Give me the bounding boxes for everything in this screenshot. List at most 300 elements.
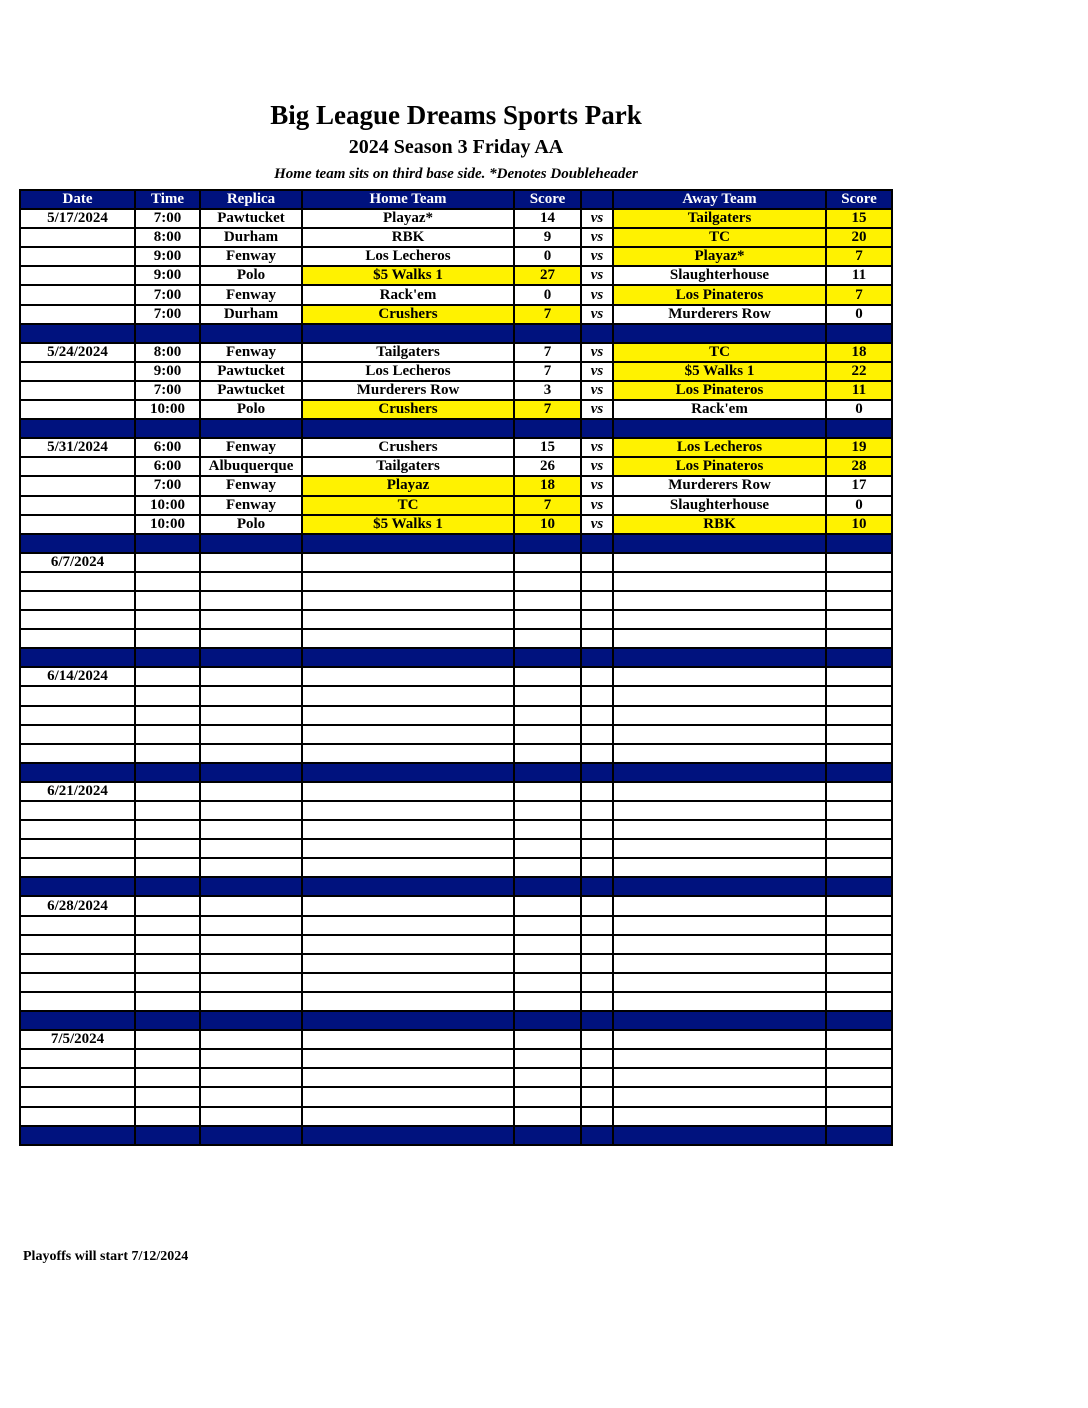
separator-cell bbox=[135, 324, 200, 343]
away-score-cell bbox=[826, 782, 892, 801]
table-row bbox=[20, 476, 892, 495]
time-cell bbox=[135, 1087, 200, 1106]
home-score-cell: 0 bbox=[514, 285, 581, 304]
vs-cell: vs bbox=[581, 476, 613, 495]
schedule-note: Home team sits on third base side. *Denotes Doubleheader bbox=[274, 166, 638, 182]
separator-cell bbox=[200, 324, 302, 343]
home-score-cell bbox=[514, 1049, 581, 1068]
time-cell bbox=[135, 744, 200, 763]
time-cell: 10:00 bbox=[135, 400, 200, 419]
away-team-cell bbox=[613, 629, 826, 648]
vs-cell bbox=[581, 629, 613, 648]
home-team-cell: Crushers bbox=[302, 400, 514, 419]
away-team-cell bbox=[613, 667, 826, 686]
date-cell bbox=[20, 496, 135, 515]
time-cell bbox=[135, 686, 200, 705]
away-team-cell: TC bbox=[613, 228, 826, 247]
away-team-cell bbox=[613, 553, 826, 572]
separator-cell bbox=[302, 877, 514, 896]
home-team-cell bbox=[302, 820, 514, 839]
home-score-cell bbox=[514, 610, 581, 629]
separator-cell bbox=[302, 534, 514, 553]
home-score-cell bbox=[514, 1107, 581, 1126]
page-subtitle: 2024 Season 3 Friday AA bbox=[348, 136, 564, 158]
replica-field-cell bbox=[200, 686, 302, 705]
away-score-cell: 0 bbox=[826, 400, 892, 419]
date-cell bbox=[20, 706, 135, 725]
separator-cell bbox=[514, 419, 581, 438]
separator-cell bbox=[200, 419, 302, 438]
separator-cell bbox=[302, 1126, 514, 1145]
away-score-cell bbox=[826, 973, 892, 992]
separator-cell bbox=[200, 648, 302, 667]
home-score-cell bbox=[514, 667, 581, 686]
separator-cell bbox=[135, 1126, 200, 1145]
away-score-cell bbox=[826, 725, 892, 744]
week-separator-row bbox=[20, 419, 892, 438]
away-score-cell bbox=[826, 629, 892, 648]
home-team-cell bbox=[302, 973, 514, 992]
time-cell bbox=[135, 572, 200, 591]
time-cell bbox=[135, 667, 200, 686]
home-team-cell bbox=[302, 992, 514, 1011]
date-cell: 5/17/2024 bbox=[20, 209, 135, 228]
table-row bbox=[20, 209, 892, 228]
vs-cell: vs bbox=[581, 266, 613, 285]
replica-field-cell bbox=[200, 1068, 302, 1087]
time-cell: 6:00 bbox=[135, 457, 200, 476]
replica-field-cell bbox=[200, 553, 302, 572]
table-row bbox=[20, 801, 892, 820]
vs-cell bbox=[581, 610, 613, 629]
date-cell bbox=[20, 381, 135, 400]
week-separator-row bbox=[20, 1011, 892, 1030]
separator-cell bbox=[613, 1126, 826, 1145]
time-cell bbox=[135, 801, 200, 820]
replica-field-cell bbox=[200, 572, 302, 591]
date-cell bbox=[20, 266, 135, 285]
away-score-cell bbox=[826, 858, 892, 877]
separator-cell bbox=[581, 877, 613, 896]
separator-cell bbox=[20, 877, 135, 896]
table-row bbox=[20, 839, 892, 858]
home-score-cell bbox=[514, 553, 581, 572]
home-team-cell bbox=[302, 629, 514, 648]
separator-cell bbox=[581, 419, 613, 438]
date-cell bbox=[20, 935, 135, 954]
away-team-cell: Slaughterhouse bbox=[613, 496, 826, 515]
time-cell: 8:00 bbox=[135, 343, 200, 362]
replica-field-cell: Fenway bbox=[200, 343, 302, 362]
vs-cell: vs bbox=[581, 400, 613, 419]
date-cell bbox=[20, 515, 135, 534]
home-score-cell bbox=[514, 1087, 581, 1106]
home-score-cell bbox=[514, 954, 581, 973]
replica-field-cell: Fenway bbox=[200, 247, 302, 266]
date-cell: 6/28/2024 bbox=[20, 896, 135, 915]
replica-field-cell bbox=[200, 916, 302, 935]
separator-cell bbox=[135, 877, 200, 896]
home-score-cell bbox=[514, 572, 581, 591]
vs-cell bbox=[581, 858, 613, 877]
home-team-cell bbox=[302, 839, 514, 858]
vs-cell bbox=[581, 686, 613, 705]
date-cell: 6/7/2024 bbox=[20, 553, 135, 572]
away-team-cell bbox=[613, 782, 826, 801]
away-score-cell bbox=[826, 896, 892, 915]
table-row bbox=[20, 362, 892, 381]
home-team-cell bbox=[302, 896, 514, 915]
home-score-cell bbox=[514, 916, 581, 935]
away-score-cell bbox=[826, 801, 892, 820]
replica-field-cell bbox=[200, 839, 302, 858]
table-row bbox=[20, 1087, 892, 1106]
replica-field-cell: Durham bbox=[200, 305, 302, 324]
home-team-cell bbox=[302, 1107, 514, 1126]
home-score-cell bbox=[514, 591, 581, 610]
vs-cell: vs bbox=[581, 496, 613, 515]
vs-cell: vs bbox=[581, 457, 613, 476]
table-row bbox=[20, 1068, 892, 1087]
separator-cell bbox=[514, 648, 581, 667]
replica-field-cell: Pawtucket bbox=[200, 362, 302, 381]
home-team-cell: TC bbox=[302, 496, 514, 515]
home-score-cell bbox=[514, 706, 581, 725]
home-score-cell bbox=[514, 782, 581, 801]
home-team-cell bbox=[302, 916, 514, 935]
week-separator-row bbox=[20, 763, 892, 782]
home-team-cell: Tailgaters bbox=[302, 343, 514, 362]
away-team-cell bbox=[613, 896, 826, 915]
date-cell bbox=[20, 1068, 135, 1087]
separator-cell bbox=[135, 648, 200, 667]
vs-cell bbox=[581, 725, 613, 744]
away-team-cell: Murderers Row bbox=[613, 305, 826, 324]
separator-cell bbox=[581, 1011, 613, 1030]
away-team-cell: Los Pinateros bbox=[613, 285, 826, 304]
date-cell bbox=[20, 1087, 135, 1106]
away-team-cell: Los Pinateros bbox=[613, 381, 826, 400]
replica-field-cell bbox=[200, 973, 302, 992]
time-cell: 9:00 bbox=[135, 247, 200, 266]
week-separator-row bbox=[20, 534, 892, 553]
away-team-cell bbox=[613, 725, 826, 744]
table-row bbox=[20, 954, 892, 973]
column-header-away-team: Away Team bbox=[613, 190, 826, 209]
date-cell bbox=[20, 305, 135, 324]
separator-cell bbox=[302, 648, 514, 667]
date-cell bbox=[20, 400, 135, 419]
home-team-cell bbox=[302, 725, 514, 744]
date-cell bbox=[20, 362, 135, 381]
replica-field-cell bbox=[200, 992, 302, 1011]
home-team-cell: Playaz* bbox=[302, 209, 514, 228]
separator-cell bbox=[302, 1011, 514, 1030]
separator-cell bbox=[826, 1011, 892, 1030]
date-cell bbox=[20, 247, 135, 266]
replica-field-cell bbox=[200, 744, 302, 763]
home-score-cell: 7 bbox=[514, 400, 581, 419]
vs-cell bbox=[581, 973, 613, 992]
away-team-cell bbox=[613, 610, 826, 629]
time-cell bbox=[135, 1068, 200, 1087]
table-row bbox=[20, 381, 892, 400]
date-cell bbox=[20, 629, 135, 648]
vs-cell: vs bbox=[581, 438, 613, 457]
away-team-cell bbox=[613, 916, 826, 935]
separator-cell bbox=[135, 763, 200, 782]
home-team-cell: Rack'em bbox=[302, 285, 514, 304]
away-team-cell: Tailgaters bbox=[613, 209, 826, 228]
replica-field-cell bbox=[200, 725, 302, 744]
home-score-cell bbox=[514, 686, 581, 705]
separator-cell bbox=[613, 763, 826, 782]
home-team-cell: Playaz bbox=[302, 476, 514, 495]
away-score-cell: 18 bbox=[826, 343, 892, 362]
separator-cell bbox=[20, 534, 135, 553]
away-team-cell bbox=[613, 572, 826, 591]
away-team-cell bbox=[613, 801, 826, 820]
date-cell bbox=[20, 457, 135, 476]
away-score-cell bbox=[826, 744, 892, 763]
date-cell bbox=[20, 1107, 135, 1126]
home-score-cell bbox=[514, 629, 581, 648]
column-header-vs bbox=[581, 190, 613, 209]
vs-cell: vs bbox=[581, 381, 613, 400]
date-cell bbox=[20, 572, 135, 591]
away-team-cell bbox=[613, 591, 826, 610]
date-cell bbox=[20, 744, 135, 763]
time-cell: 7:00 bbox=[135, 209, 200, 228]
table-row bbox=[20, 266, 892, 285]
table-row bbox=[20, 686, 892, 705]
replica-field-cell: Fenway bbox=[200, 438, 302, 457]
date-cell bbox=[20, 954, 135, 973]
date-cell bbox=[20, 820, 135, 839]
vs-cell: vs bbox=[581, 362, 613, 381]
replica-field-cell bbox=[200, 706, 302, 725]
away-score-cell: 7 bbox=[826, 247, 892, 266]
separator-cell bbox=[514, 763, 581, 782]
replica-field-cell bbox=[200, 782, 302, 801]
separator-cell bbox=[200, 763, 302, 782]
table-row bbox=[20, 667, 892, 686]
home-score-cell bbox=[514, 839, 581, 858]
date-cell bbox=[20, 476, 135, 495]
separator-cell bbox=[613, 1011, 826, 1030]
home-score-cell: 14 bbox=[514, 209, 581, 228]
home-score-cell bbox=[514, 1068, 581, 1087]
separator-cell bbox=[302, 763, 514, 782]
away-score-cell bbox=[826, 1087, 892, 1106]
home-score-cell: 27 bbox=[514, 266, 581, 285]
away-team-cell bbox=[613, 1068, 826, 1087]
home-team-cell: RBK bbox=[302, 228, 514, 247]
home-team-cell bbox=[302, 744, 514, 763]
date-cell bbox=[20, 992, 135, 1011]
away-team-cell: $5 Walks 1 bbox=[613, 362, 826, 381]
table-row bbox=[20, 896, 892, 915]
playoffs-note: Playoffs will start 7/12/2024 bbox=[23, 1249, 189, 1264]
away-team-cell bbox=[613, 954, 826, 973]
replica-field-cell: Fenway bbox=[200, 496, 302, 515]
column-header-date: Date bbox=[20, 190, 135, 209]
separator-cell bbox=[613, 648, 826, 667]
separator-cell bbox=[826, 324, 892, 343]
separator-cell bbox=[302, 324, 514, 343]
away-score-cell: 28 bbox=[826, 457, 892, 476]
replica-field-cell: Pawtucket bbox=[200, 381, 302, 400]
separator-cell bbox=[581, 1126, 613, 1145]
home-score-cell bbox=[514, 992, 581, 1011]
home-score-cell: 15 bbox=[514, 438, 581, 457]
time-cell bbox=[135, 916, 200, 935]
away-score-cell bbox=[826, 954, 892, 973]
home-score-cell bbox=[514, 820, 581, 839]
separator-cell bbox=[302, 419, 514, 438]
replica-field-cell bbox=[200, 954, 302, 973]
week-separator-row bbox=[20, 877, 892, 896]
home-team-cell bbox=[302, 1087, 514, 1106]
replica-field-cell: Durham bbox=[200, 228, 302, 247]
away-team-cell: Slaughterhouse bbox=[613, 266, 826, 285]
away-score-cell bbox=[826, 686, 892, 705]
vs-cell bbox=[581, 1068, 613, 1087]
replica-field-cell bbox=[200, 801, 302, 820]
table-row bbox=[20, 858, 892, 877]
table-row bbox=[20, 973, 892, 992]
time-cell: 7:00 bbox=[135, 381, 200, 400]
time-cell bbox=[135, 1030, 200, 1049]
separator-cell bbox=[826, 1126, 892, 1145]
replica-field-cell bbox=[200, 1030, 302, 1049]
separator-cell bbox=[20, 419, 135, 438]
date-cell bbox=[20, 610, 135, 629]
time-cell bbox=[135, 725, 200, 744]
date-cell bbox=[20, 973, 135, 992]
away-score-cell: 15 bbox=[826, 209, 892, 228]
time-cell bbox=[135, 935, 200, 954]
table-row bbox=[20, 706, 892, 725]
away-score-cell bbox=[826, 935, 892, 954]
date-cell: 7/5/2024 bbox=[20, 1030, 135, 1049]
date-cell: 6/14/2024 bbox=[20, 667, 135, 686]
away-score-cell bbox=[826, 610, 892, 629]
time-cell: 9:00 bbox=[135, 362, 200, 381]
vs-cell: vs bbox=[581, 247, 613, 266]
date-cell bbox=[20, 228, 135, 247]
table-row bbox=[20, 515, 892, 534]
table-row bbox=[20, 285, 892, 304]
away-team-cell bbox=[613, 1087, 826, 1106]
away-team-cell bbox=[613, 1030, 826, 1049]
away-score-cell bbox=[826, 916, 892, 935]
away-team-cell bbox=[613, 744, 826, 763]
time-cell: 9:00 bbox=[135, 266, 200, 285]
vs-cell: vs bbox=[581, 285, 613, 304]
vs-cell bbox=[581, 1107, 613, 1126]
separator-cell bbox=[581, 763, 613, 782]
away-team-cell bbox=[613, 706, 826, 725]
table-row bbox=[20, 916, 892, 935]
home-team-cell bbox=[302, 801, 514, 820]
home-score-cell bbox=[514, 973, 581, 992]
vs-cell bbox=[581, 667, 613, 686]
date-cell bbox=[20, 858, 135, 877]
date-cell: 5/24/2024 bbox=[20, 343, 135, 362]
home-score-cell bbox=[514, 801, 581, 820]
home-team-cell bbox=[302, 572, 514, 591]
home-team-cell: $5 Walks 1 bbox=[302, 515, 514, 534]
vs-cell bbox=[581, 935, 613, 954]
away-team-cell bbox=[613, 1049, 826, 1068]
away-score-cell bbox=[826, 839, 892, 858]
away-team-cell: RBK bbox=[613, 515, 826, 534]
time-cell bbox=[135, 591, 200, 610]
separator-cell bbox=[514, 1126, 581, 1145]
column-header-away-score: Score bbox=[826, 190, 892, 209]
replica-field-cell: Fenway bbox=[200, 285, 302, 304]
vs-cell bbox=[581, 744, 613, 763]
away-score-cell bbox=[826, 591, 892, 610]
date-cell bbox=[20, 686, 135, 705]
home-team-cell bbox=[302, 1049, 514, 1068]
table-row bbox=[20, 744, 892, 763]
time-cell bbox=[135, 954, 200, 973]
replica-field-cell bbox=[200, 896, 302, 915]
separator-cell bbox=[20, 1011, 135, 1030]
home-team-cell: $5 Walks 1 bbox=[302, 266, 514, 285]
replica-field-cell bbox=[200, 1049, 302, 1068]
table-row bbox=[20, 1107, 892, 1126]
vs-cell bbox=[581, 1087, 613, 1106]
separator-cell bbox=[613, 534, 826, 553]
time-cell bbox=[135, 782, 200, 801]
separator-cell bbox=[20, 1126, 135, 1145]
date-cell bbox=[20, 1049, 135, 1068]
vs-cell bbox=[581, 1049, 613, 1068]
home-team-cell: Crushers bbox=[302, 438, 514, 457]
home-score-cell bbox=[514, 744, 581, 763]
table-row bbox=[20, 553, 892, 572]
vs-cell: vs bbox=[581, 228, 613, 247]
column-header-replica: Replica bbox=[200, 190, 302, 209]
home-score-cell: 9 bbox=[514, 228, 581, 247]
home-team-cell bbox=[302, 667, 514, 686]
time-cell bbox=[135, 706, 200, 725]
time-cell bbox=[135, 820, 200, 839]
home-score-cell: 7 bbox=[514, 362, 581, 381]
date-cell bbox=[20, 839, 135, 858]
away-team-cell bbox=[613, 935, 826, 954]
vs-cell bbox=[581, 839, 613, 858]
home-score-cell: 7 bbox=[514, 305, 581, 324]
table-row bbox=[20, 1049, 892, 1068]
vs-cell bbox=[581, 896, 613, 915]
away-score-cell: 7 bbox=[826, 285, 892, 304]
away-score-cell: 0 bbox=[826, 496, 892, 515]
time-cell: 7:00 bbox=[135, 476, 200, 495]
column-header-home-team: Home Team bbox=[302, 190, 514, 209]
table-row bbox=[20, 992, 892, 1011]
replica-field-cell bbox=[200, 858, 302, 877]
vs-cell: vs bbox=[581, 343, 613, 362]
home-score-cell bbox=[514, 896, 581, 915]
week-separator-row bbox=[20, 1126, 892, 1145]
date-cell: 6/21/2024 bbox=[20, 782, 135, 801]
away-score-cell: 11 bbox=[826, 266, 892, 285]
replica-field-cell bbox=[200, 610, 302, 629]
